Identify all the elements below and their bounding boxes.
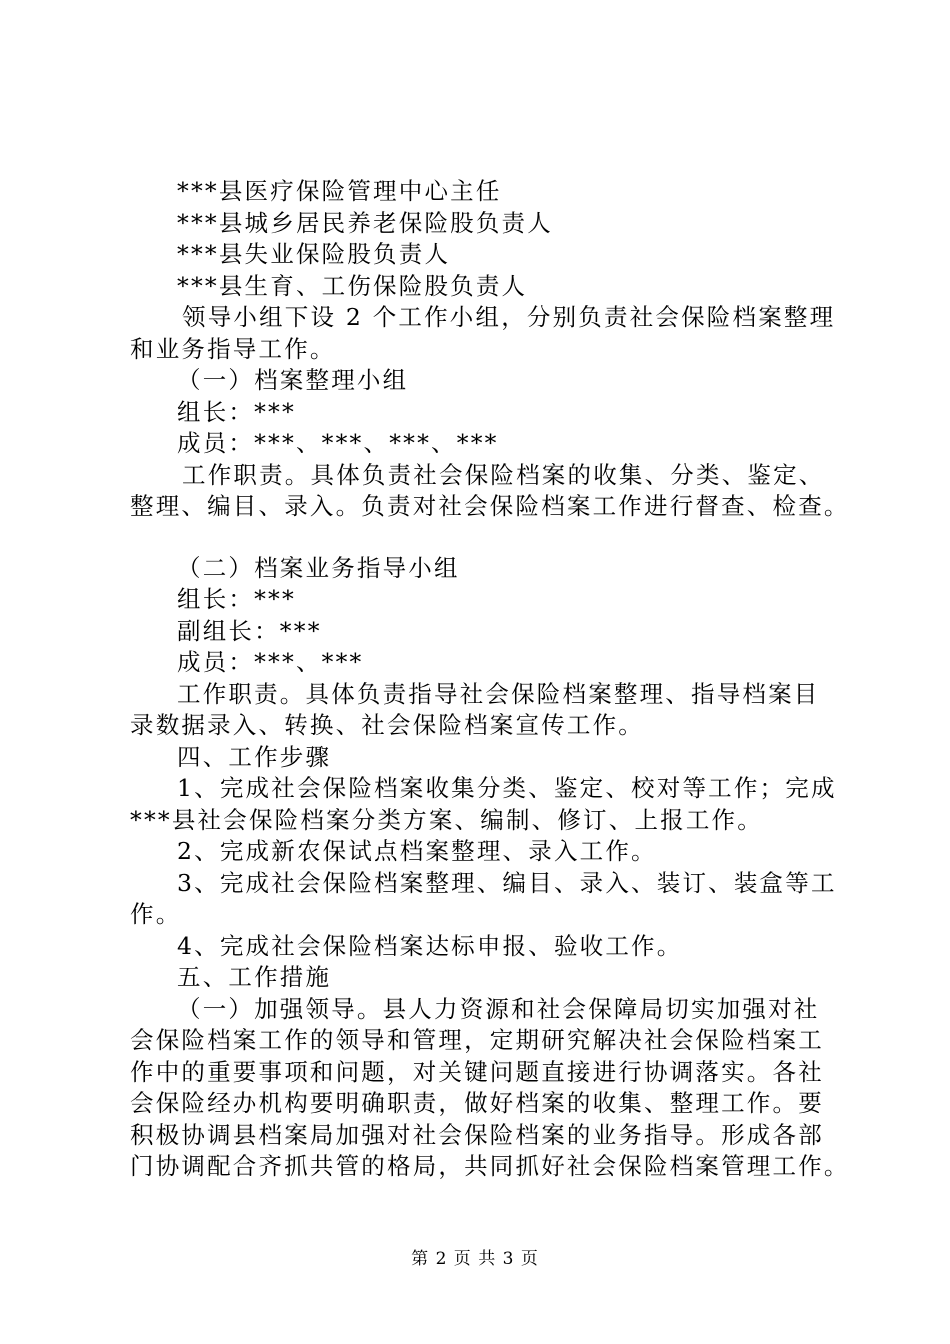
text-line: 作。 [130, 900, 182, 928]
text-line: ***县城乡居民养老保险股负责人 [177, 208, 553, 237]
text-line: 组长：*** [177, 585, 296, 613]
page-number-footer: 第 2 页 共 3 页 [411, 1249, 539, 1269]
document-body [130, 176, 850, 1183]
text-line: 工作职责。具体负责社会保险档案的收集、分类、鉴定、 [182, 460, 825, 489]
text-line: 3、完成社会保险档案整理、编目、录入、装订、装盒等工 [177, 868, 837, 897]
section-heading: 五、工作措施 [177, 963, 332, 991]
text-line: 会保险档案工作的领导和管理，定期研究解决社会保险档案工 [130, 1026, 824, 1054]
text-line: 成员：***、***、***、*** [177, 429, 499, 457]
section-heading: 四、工作步骤 [177, 742, 332, 771]
paragraph-gap [130, 523, 850, 553]
text-line: 作中的重要事项和问题，对关键问题直接进行协调落实。各社 [130, 1057, 824, 1086]
section-heading: （二）档案业务指导小组 [177, 553, 460, 582]
text-line: 工作职责。具体负责指导社会保险档案整理、指导档案目 [177, 679, 820, 708]
text-line: 4、完成社会保险档案达标申报、验收工作。 [177, 931, 683, 960]
text-line: 门协调配合齐抓共管的格局，共同抓好社会保险档案管理工作。 [130, 1152, 850, 1180]
text-line: 1、完成社会保险档案收集分类、鉴定、校对等工作；完成 [177, 774, 837, 802]
text-line: 领导小组下设 2 个工作小组，分别负责社会保险档案整理 [182, 303, 836, 331]
section-heading: （一）档案整理小组 [177, 366, 409, 394]
text-line: ***县社会保险档案分类方案、编制、修订、上报工作。 [130, 805, 763, 834]
text-line: 副组长：*** [177, 616, 322, 645]
text-line: 2、完成新农保试点档案整理、录入工作。 [177, 837, 657, 865]
text-line: 整理、编目、录入。负责对社会保险档案工作进行督查、检查。 [130, 492, 850, 520]
text-line: （一）加强领导。县人力资源和社会保障局切实加强对社 [177, 994, 820, 1023]
text-line: ***县医疗保险管理中心主任 [177, 177, 502, 205]
text-line: 成员：***、*** [177, 648, 364, 676]
text-line: 积极协调县档案局加强对社会保险档案的业务指导。形成各部 [130, 1120, 824, 1149]
text-line: 组长：*** [177, 397, 296, 426]
text-line: 会保险经办机构要明确职责，做好档案的收集、整理工作。要 [130, 1089, 824, 1117]
text-line: ***县失业保险股负责人 [177, 240, 451, 268]
text-line: ***县生育、工伤保险股负责人 [177, 271, 528, 300]
text-line: 和业务指导工作。 [130, 334, 336, 363]
text-line: 录数据录入、转换、社会保险档案宣传工作。 [130, 711, 644, 739]
